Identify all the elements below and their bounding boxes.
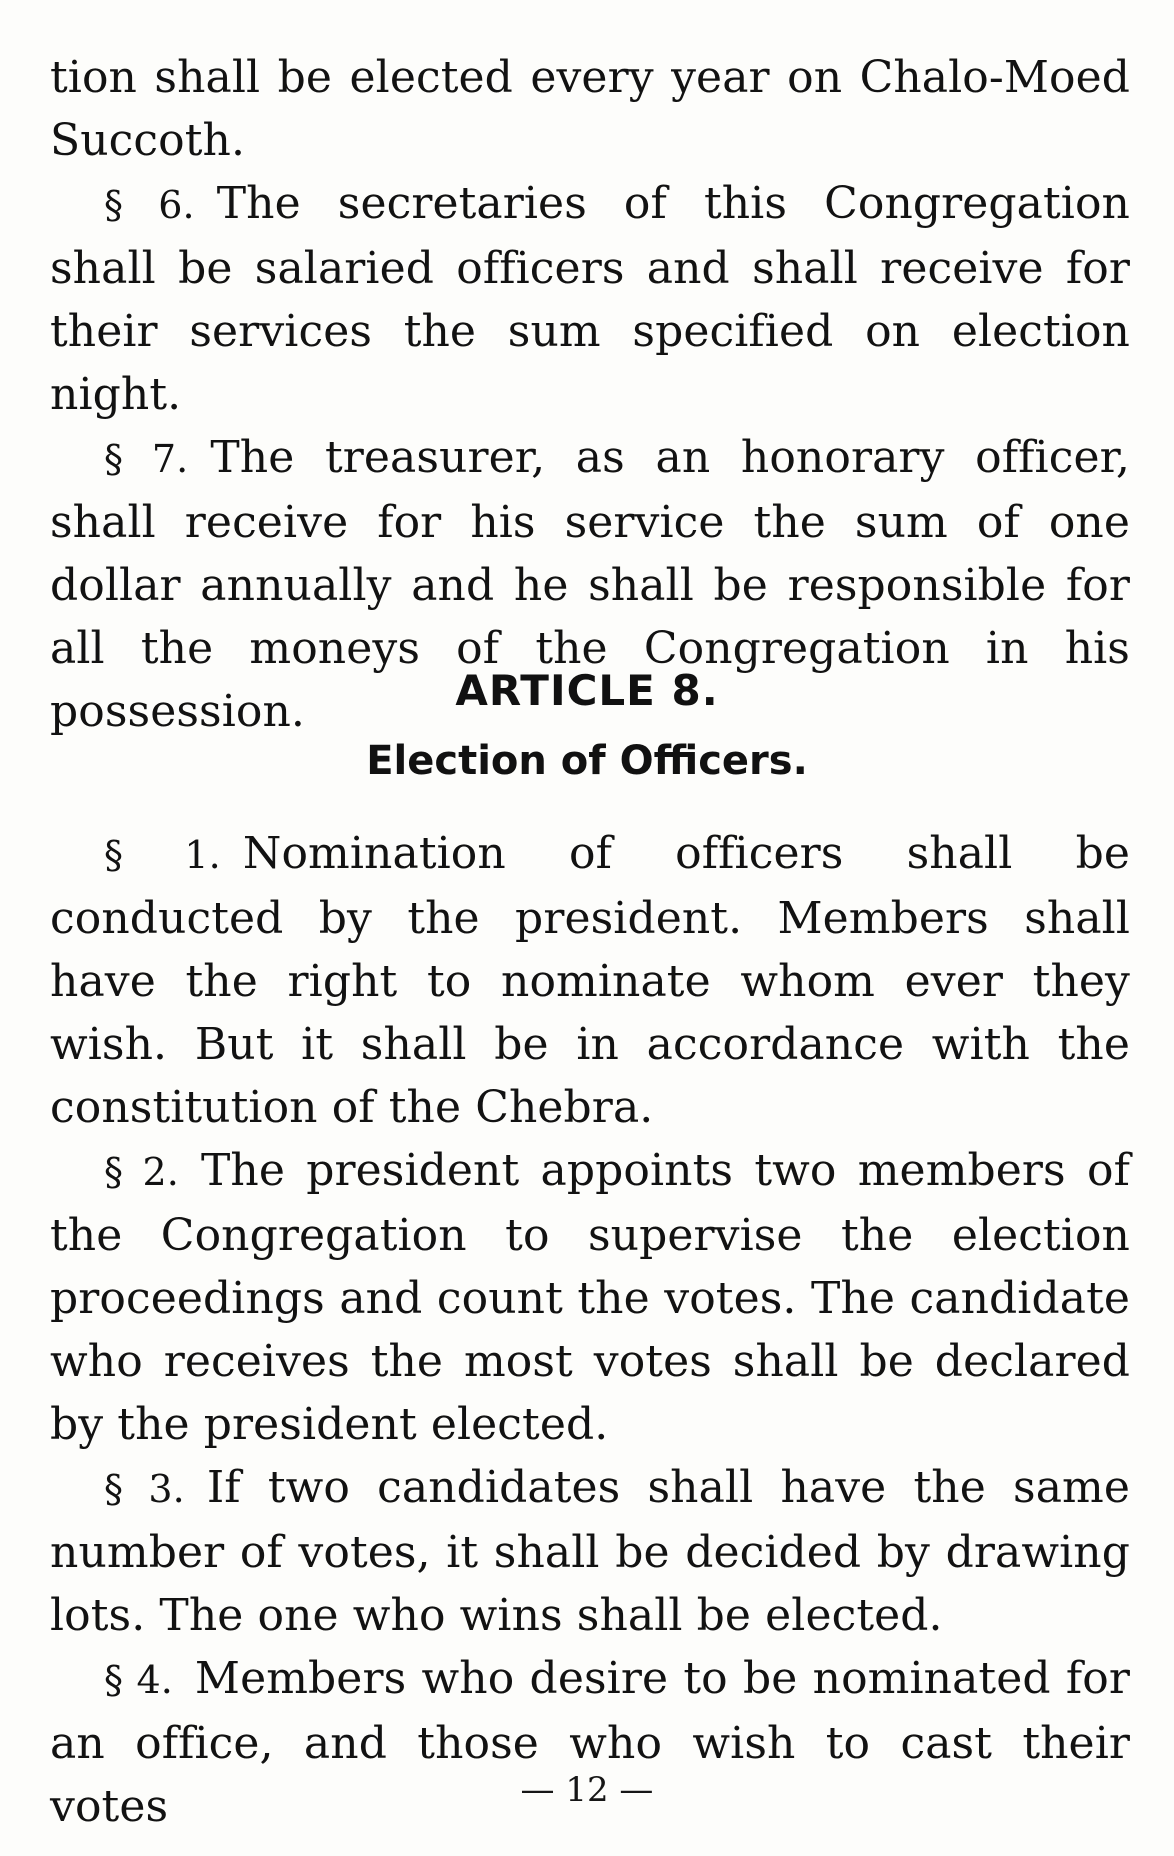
page-number: — 12 — (520, 1770, 654, 1810)
article-section-1-text: Nomination of officers shall be conducted by the president. Members shall have the right to nominate whom ever they wish. But it shall be in accordance with the constitution of the Chebra. (50, 828, 1130, 1133)
section-6-text: The secretaries of this Congregation shall be salaried officers and shall receive for their services the sum specified on election night. (50, 178, 1130, 420)
article-section-4-mark: § 4. (104, 1658, 173, 1702)
article-section-4-text: Members who desire to be nominated for an office, and those who wish to cast their votes (50, 1653, 1130, 1832)
section-6-mark: § 6. (104, 183, 195, 227)
continuation-paragraph: tion shall be elected every year on Chalo-Moed Succoth. (50, 52, 1130, 166)
article-section-3-paragraph (50, 1456, 1130, 1647)
section-7-text: The treasurer, as an honorary officer, shall receive for his service the sum of one dollar annually and he shall be responsible for all the moneys of the Congregation in his possession. (50, 432, 1130, 737)
article-section-1-paragraph (50, 822, 1130, 1139)
article-section-2-text: The president appoints two members of the Congregation to supervise the election proceedings and count the votes. The candidate who receives the most votes shall be declared by the president elected. (50, 1145, 1130, 1450)
article-text-block (50, 822, 1130, 1838)
section-6-paragraph (50, 172, 1130, 426)
section-7-mark: § 7. (104, 437, 189, 481)
article-section-1-mark: § 1. (104, 833, 221, 877)
article-subtitle: Election of Officers. (366, 738, 808, 784)
article-title: ARTICLE 8. (455, 666, 719, 715)
article-section-3-mark: § 3. (104, 1467, 185, 1511)
article-section-3-text: If two candidates shall have the same number of votes, it shall be decided by drawing lots. The one who wins shall be elected. (50, 1462, 1130, 1641)
article-section-2-paragraph (50, 1139, 1130, 1456)
top-text-block (50, 46, 1130, 743)
article-section-2-mark: § 2. (104, 1150, 179, 1194)
